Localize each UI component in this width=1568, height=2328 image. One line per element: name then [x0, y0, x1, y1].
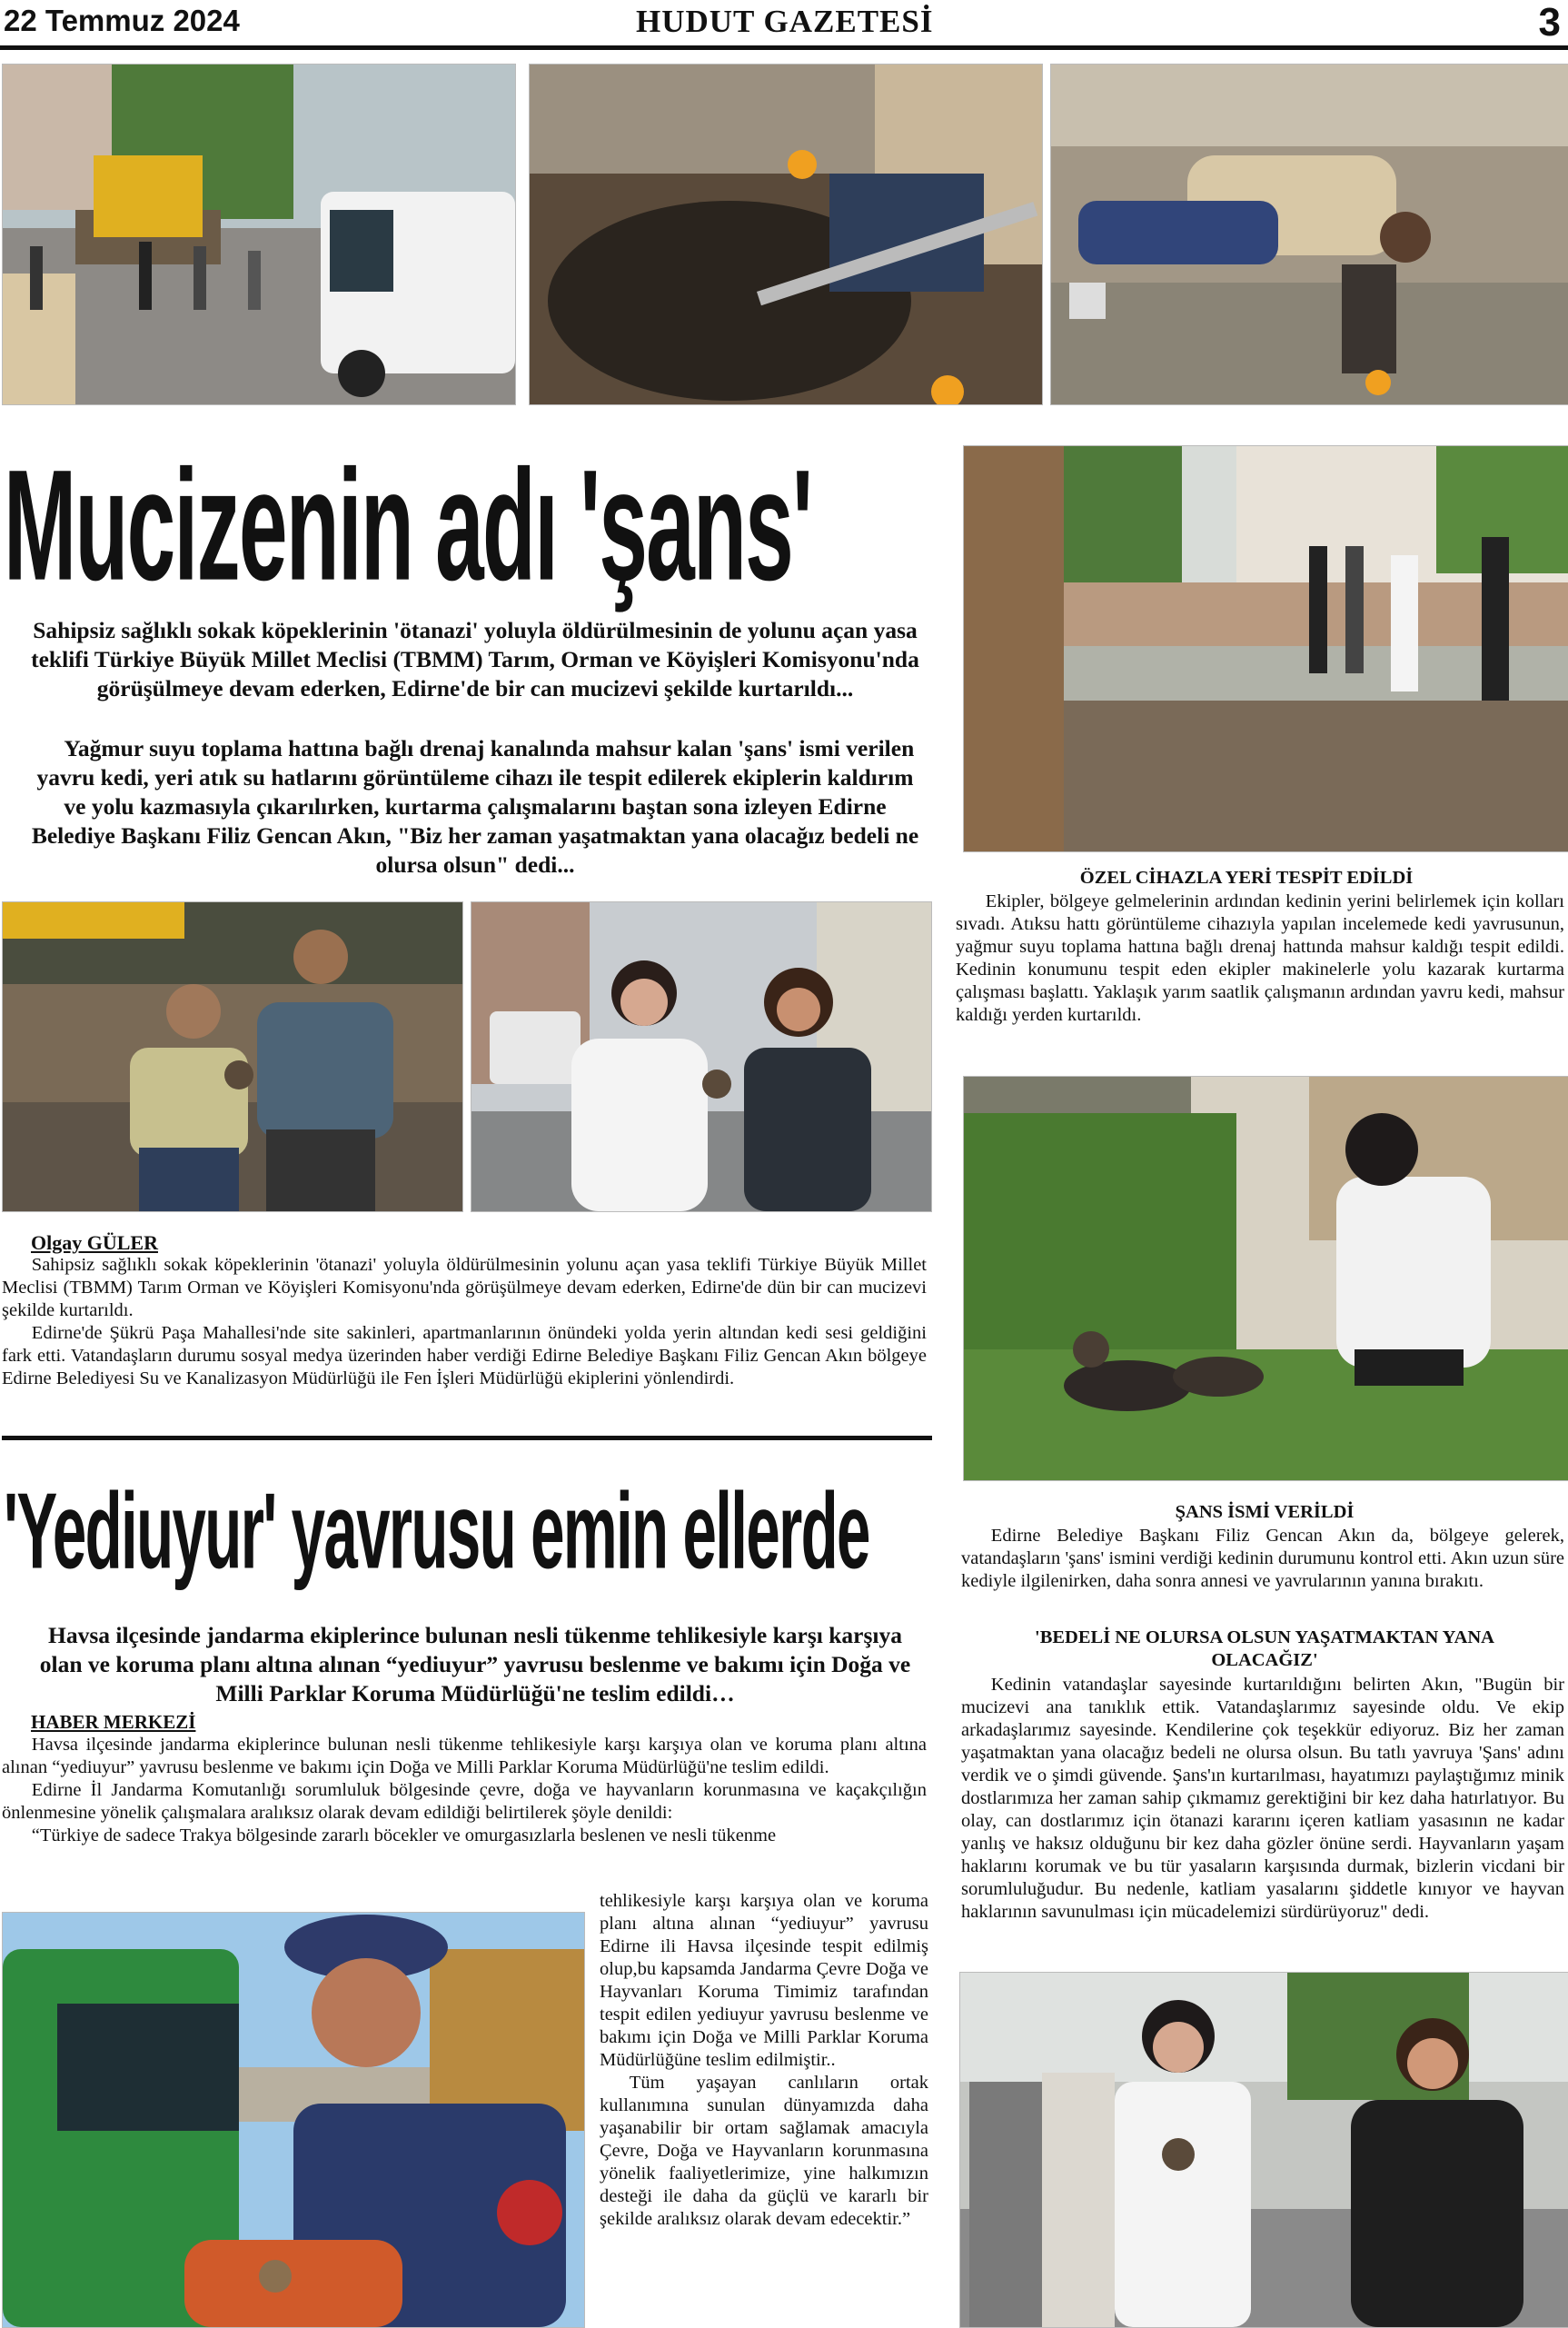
article2-body-paragraph: “Türkiye de sadece Trakya bölgesinde zararlı böcekler ve omurgasızlarla beslenen ve nesli tükenme [31, 1826, 777, 1845]
article2-body-paragraph: tehlikesiyle karşı karşıya olan ve koruma planı altına alınan “yediuyur” yavrusu Edirne ili Havsa ilçesinde tespit edilmiş olup,bu kapsamda Jandarma Çevre Doğa ve Hayvanları Koruma Timimiz tarafından tespit edilen yediuyur yavrusu beslenme ve bakımı için Doğa ve Milli Parklar Koruma Müdürlüğüne teslim edilmiştir.. [600, 1891, 928, 2070]
article2-headline: 'Yediuyur' yavrusu emin ellerde [4, 1471, 869, 1592]
photo-worker-in-trench [1050, 64, 1568, 405]
article1-subhead-3: 'BEDELİ NE OLURSA OLSUN YAŞATMAKTAN YANA OLACAĞIZ' [1035, 1627, 1494, 1670]
article1-body-paragraph: Sahipsiz sağlıklı sokak köpeklerinin 'ötanazi' yoluyla öldürülmesinin yolunu açan yasa teklifi Türkiye Büyük Millet Meclisi (TBMM) Tarım Orman ve Köyişleri Komisyonu'nda görüşülmeye devam ederken, Edirne'de dün bir can mucizevi şekilde kurtarıldı. [2, 1255, 927, 1320]
article2-body-paragraph: Tüm yaşayan canlıların ortak kullanımına sunulan dünyamızda daha yaşanabilir bir ortam sağlamak amacıyla Çevre, Doğa ve Hayvanların korunmasına yönelik faaliyetlerimize, yine halkımızın desteği ile daha da güçlü ve kararlı bir şekilde aralıksız olarak devam edecektir.” [600, 2073, 928, 2229]
photo-team-at-site [963, 445, 1568, 852]
article1-section-3 [961, 1674, 1564, 1924]
photo-street-excavation [2, 64, 516, 405]
header-rule [0, 45, 1568, 50]
article1-lead-1: Sahipsiz sağlıklı sokak köpeklerinin 'ötanazi' yoluyla öldürülmesinin de yolunu açan yasa teklifi Türkiye Büyük Millet Meclisi (TBMM) Tarım, Orman ve Köyişleri Komisyonu'nda görüşülmeye devam ederken, Edirne'de bir can mucizevi şekilde kurtarıldı... [31, 617, 919, 701]
article1-headline: Mucizenin adı 'şans' [4, 437, 812, 613]
photo-digging-hole [529, 64, 1043, 405]
article1-section-1 [956, 890, 1564, 1027]
issue-date: 22 Temmuz 2024 [4, 4, 240, 37]
newspaper-masthead: HUDUT GAZETESİ [636, 4, 934, 39]
article1-section-3-text: Kedinin vatandaşlar sayesinde kurtarıldığını belirten Akın, "Bugün bir mucizevi ana tanıklık ettik. Vatandaşlarımız sayesinde oldu. Ve ekip arkadaşlarımız sayesinde. Kendilerine çok teşekkür ediyoruz. Biz her zaman yaşatmaktan yana olacağız bedeli ne olursa olsun. Bu tatlı yavruya 'Şans' adını verdik ve o şimdi güvende. Şans'ın kurtarılması, hayatımızı paylaştığımız minik dostlarımıza her zaman sahip çıkmamız gerektiğini bir kez daha hatırlatıyor. Bu olay, can dostlarımız için ötanazi kararını içeren katliam yasasının ne kadar yanlış ve haksız olduğunu bir kez daha gözler önüne serdi. Hayvanların yaşam haklarını korumak ve bu tür yasaların karşısında durmak, bizlerin vicdani bir sorumluluğudur. Bu nedenle, katliam yasalarını şiddetle kınıyor ve hayvan haklarının savunulması için mücadelemizi sürdürüyoruz" dedi. [961, 1675, 1564, 1922]
article1-section-2-text: Edirne Belediye Başkanı Filiz Gencan Akın da, bölgeye gelerek, vatandaşların 'şans' ismini verdiği kedinin durumunu kontrol etti. Akın uzun süre kediyle ilgilenirken, daha sonra annesi ve yavrularının yanına bırakıtı. [961, 1526, 1564, 1591]
photo-mayor-and-citizens [959, 1972, 1568, 2328]
article2-lead: Havsa ilçesinde jandarma ekiplerince bulunan nesli tükenme tehlikesiyle karşı karşıya olan ve koruma planı altına alınan “yediuyur” yavrusu beslenme ve bakımı için Doğa ve Milli Parklar Koruma Müdürlüğü'ne teslim edildi… [39, 1622, 911, 1706]
photo-mayor-holding-kitten [471, 901, 932, 1212]
article-divider-rule [2, 1436, 932, 1440]
article2-byline: HABER MERKEZİ [31, 1711, 196, 1733]
article2-body-column [600, 1890, 928, 2231]
photo-gendarme-holding-dormouse [2, 1912, 585, 2328]
article1-section-1-text: Ekipler, bölgeye gelmelerinin ardından kedinin yerini belirlemek için kolları sıvadı. Atıksu hattı görüntüleme cihazıyla yapılan incelemede kedi yavrusunun, yağmur suyu toplama hattına bağlı drenaj hattında mahsur kaldığı tespit edildi. Kedinin konumunu tespit eden ekipler makinelerle yolu kazarak kurtarma çalışması başlattı. Yaklaşık yarım saatlik çalışmanın ardından yavru kedi, mahsur kaldığı yerden kurtarıldı. [956, 891, 1564, 1025]
article1-body [2, 1254, 927, 1390]
page-number: 3 [1538, 0, 1561, 45]
article1-subhead-1: ÖZEL CİHAZLA YERİ TESPİT EDİLDİ [1079, 868, 1414, 888]
article2-body [2, 1734, 927, 1847]
article1-body-paragraph: Edirne'de Şükrü Paşa Mahallesi'nde site sakinleri, apartmanlarının önündeki yolda yerin altından kedi sesi geldiğini fark etti. Vatandaşların durumu sosyal medya üzerinden haber verdiği Edirne Belediye Başkanı Filiz Gencan Akın bölgeye Edirne Belediyesi Su ve Kanalizasyon Müdürlüğü ile Fen İşleri Müdürlüğü ekiplerini yönlendirdi. [2, 1323, 927, 1388]
article1-byline: Olgay GÜLER [31, 1231, 158, 1254]
article1-lead-2: Yağmur suyu toplama hattına bağlı drenaj kanalında mahsur kalan 'şans' ismi verilen yavru kedi, yeri atık su hatlarını görüntüleme cihazı ile tespit edilerek ekiplerin kaldırım ve yolu kazmasıyla çıkarılırken, kurtarma çalışmalarını baştan sona izleyen Edirne Belediye Başkanı Filiz Gencan Akın, "Biz her zaman yaşatmaktan yana olacağız bedeli ne olursa olsun" dedi... [31, 735, 919, 878]
article2-body-paragraph: Edirne İl Jandarma Komutanlığı sorumluluk bölgesinde çevre, doğa ve hayvanların korunmasına ve kaçakçılığın önlenmesine yönelik çalışmalara aralıksız olarak devam edildiği belirtilerek şöyle denildi: [2, 1780, 927, 1823]
article2-body-paragraph: Havsa ilçesinde jandarma ekiplerince bulunan nesli tükenme tehlikesiyle karşı karşıya olan ve koruma planı altına alınan “yediuyur” yavrusu beslenme ve bakımı için Doğa ve Milli Parklar Koruma Müdürlüğü'ne teslim edildi. [2, 1735, 927, 1777]
photo-rescuers-with-kitten [2, 901, 463, 1212]
article1-section-2 [961, 1525, 1564, 1593]
article1-subhead-2: ŞANS İSMİ VERİLDİ [1175, 1502, 1355, 1522]
photo-mayor-with-cats [963, 1076, 1568, 1481]
